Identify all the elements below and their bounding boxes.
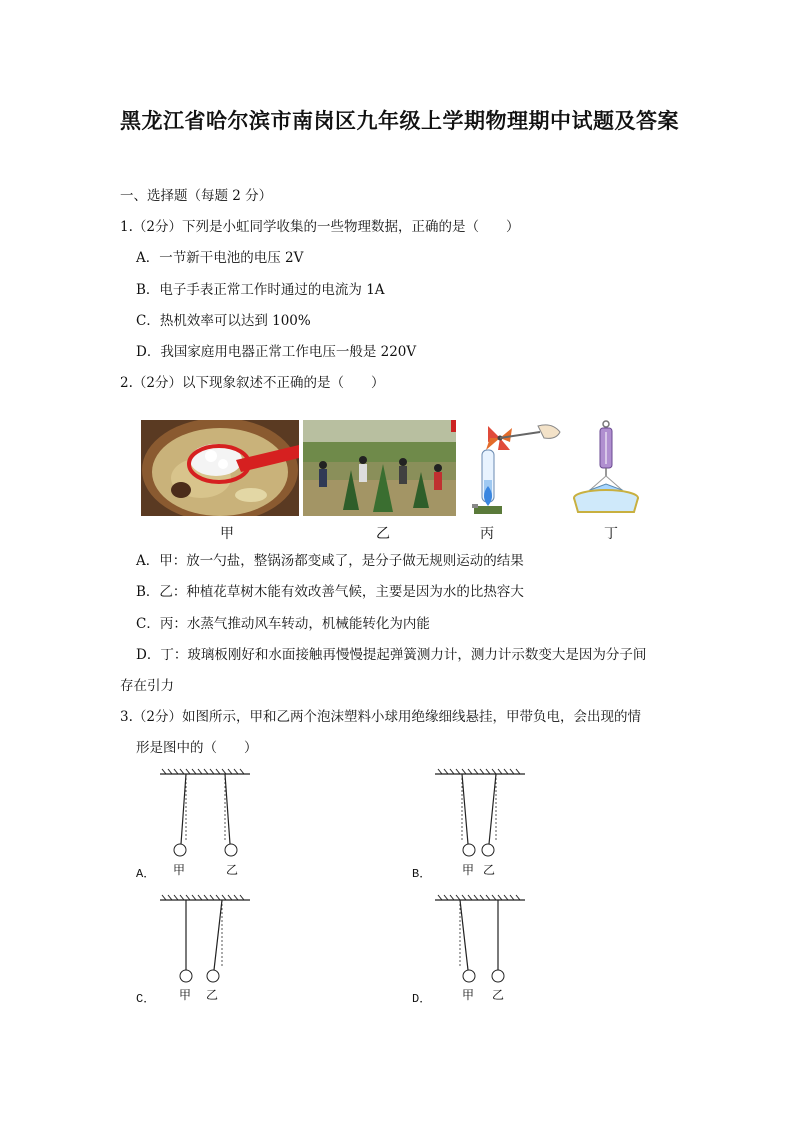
figure-d-ball2-label: 乙 [492,988,505,1002]
tree-planting-image [303,420,456,516]
figure-b-ball1-label: 甲 [462,863,475,877]
figure-b-letter: B． [412,867,432,881]
figure-d-ball1-label: 甲 [462,988,475,1002]
q2-stem: 2.（2分）以下现象叙述不正确的是（ ） [120,375,385,391]
q1-option-a: A．一节新干电池的电压 2V [136,250,304,266]
q3-stem-line2: 形是图中的（ ） [136,740,258,756]
q3-stem-line1: 3.（2分）如图所示，甲和乙两个泡沫塑料小球用绝缘细线悬挂，甲带负电，会出现的情 [120,709,641,725]
q1-option-b: B．电子手表正常工作时通过的电流为 1A [136,282,385,298]
figure-c-ball2-label: 乙 [206,988,219,1002]
page-title: 黑龙江省哈尔滨市南岗区九年级上学期物理期中试题及答案 [120,109,679,133]
figure-d-letter: D． [412,992,432,1006]
figure-a-ball2-label: 乙 [226,863,239,877]
q1-option-c: C．热机效率可以达到 100% [136,313,311,329]
caption-ding: 丁 [604,526,618,542]
spring-balance-image [572,420,646,516]
q1-option-d: D．我国家庭用电器正常工作电压一般是 220V [136,344,417,360]
caption-yi: 乙 [376,526,390,542]
figure-a-ball1-label: 甲 [173,863,186,877]
figure-a-letter: A． [136,867,156,881]
q1-stem: 1.（2分）下列是小虹同学收集的一些物理数据，正确的是（ ） [120,219,520,235]
q2-option-a: A．甲：放一勺盐，整锅汤都变咸了，是分子做无规则运动的结果 [136,553,524,569]
figure-b-ball2-label: 乙 [483,863,496,877]
figure-c-ball1-label: 甲 [179,988,192,1002]
section-heading: 一、选择题（每题 2 分） [120,188,273,204]
pinwheel-steam-image [460,420,570,516]
q2-option-b: B．乙：种植花草树木能有效改善气候，主要是因为水的比热容大 [136,584,524,600]
caption-jia: 甲 [220,526,234,542]
figure-c-letter: C． [136,992,156,1006]
soup-salt-image [141,420,299,516]
caption-bing: 丙 [480,526,494,542]
q2-option-d-cont: 存在引力 [120,678,174,694]
q2-option-c: C．丙：水蒸气推动风车转动，机械能转化为内能 [136,616,430,632]
q2-option-d: D．丁：玻璃板刚好和水面接触再慢慢提起弹簧测力计，测力计示数变大是因为分子间 [136,647,647,663]
